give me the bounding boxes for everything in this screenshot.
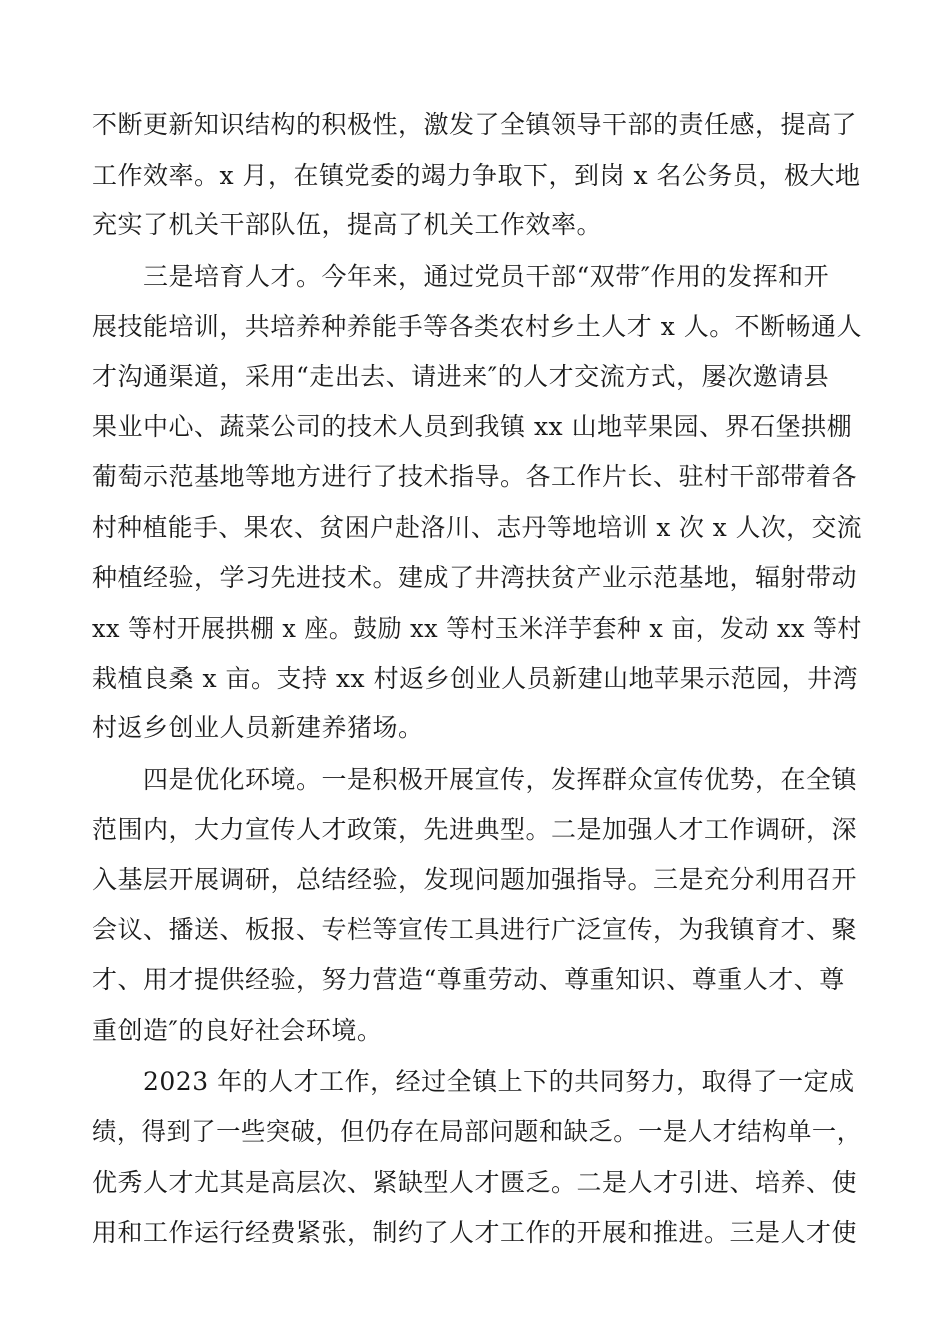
text-line: 范围内，大力宣传人才政策，先进典型。二是加强人才工作调研，深	[92, 815, 858, 844]
text-line: 充实了机关干部队伍，提高了机关工作效率。	[92, 210, 603, 239]
text-line: xx 等村开展拱棚 x 座。鼓励 xx 等村玉米洋芋套种 x 亩，发动 xx 等村	[92, 614, 862, 643]
text-line: 栽植良桑 x 亩。支持 xx 村返乡创业人员新建山地苹果示范园，井湾	[92, 664, 859, 693]
text-line: 展技能培训，共培养种养能手等各类农村乡土人才 x 人。不断畅通人	[92, 312, 862, 341]
text-line: 工作效率。x 月，在镇党委的竭力争取下，到岗 x 名公务员，极大地	[92, 161, 861, 190]
text-line: 优秀人才尤其是高层次、紧缺型人才匮乏。二是人才引进、培养、使	[92, 1168, 858, 1197]
text-line: 果业中心、蔬菜公司的技术人员到我镇 xx 山地苹果园、界石堡拱棚	[92, 412, 853, 441]
text-line: 三是培育人才。今年来，通过党员干部“双带″作用的发挥和开	[143, 262, 830, 291]
text-line: 不断更新知识结构的积极性，激发了全镇领导干部的责任感，提高了	[92, 110, 858, 139]
text-line: 绩，得到了一些突破，但仍存在局部问题和缺乏。一是人才结构单一，	[92, 1117, 862, 1146]
text-line: 四是优化环境。一是积极开展宣传，发挥群众宣传优势，在全镇	[143, 765, 858, 794]
text-line: 入基层开展调研，总结经验，发现问题加强指导。三是充分利用召开	[92, 865, 858, 894]
text-line: 村返乡创业人员新建养猪场。	[92, 713, 424, 742]
text-line: 2023 年的人才工作，经过全镇上下的共同努力，取得了一定成	[143, 1067, 855, 1096]
text-line: 才、用才提供经验，努力营造“尊重劳动、尊重知识、尊重人才、尊	[92, 965, 845, 994]
text-line: 葡萄示范基地等地方进行了技术指导。各工作片长、驻村干部带着各	[92, 462, 858, 491]
text-line: 会议、播送、板报、专栏等宣传工具进行广泛宣传，为我镇育才、聚	[92, 915, 858, 944]
text-line: 才沟通渠道，采用“走出去、请进来″的人才交流方式，屡次邀请县	[92, 362, 830, 391]
text-line: 用和工作运行经费紧张，制约了人才工作的开展和推进。三是人才使	[92, 1218, 858, 1247]
text-line: 重创造″的良好社会环境。	[92, 1016, 383, 1045]
text-line: 村种植能手、果农、贫困户赴洛川、志丹等地培训 x 次 x 人次，交流	[92, 513, 863, 542]
text-line: 种植经验，学习先进技术。建成了井湾扶贫产业示范基地，辐射带动	[92, 563, 858, 592]
